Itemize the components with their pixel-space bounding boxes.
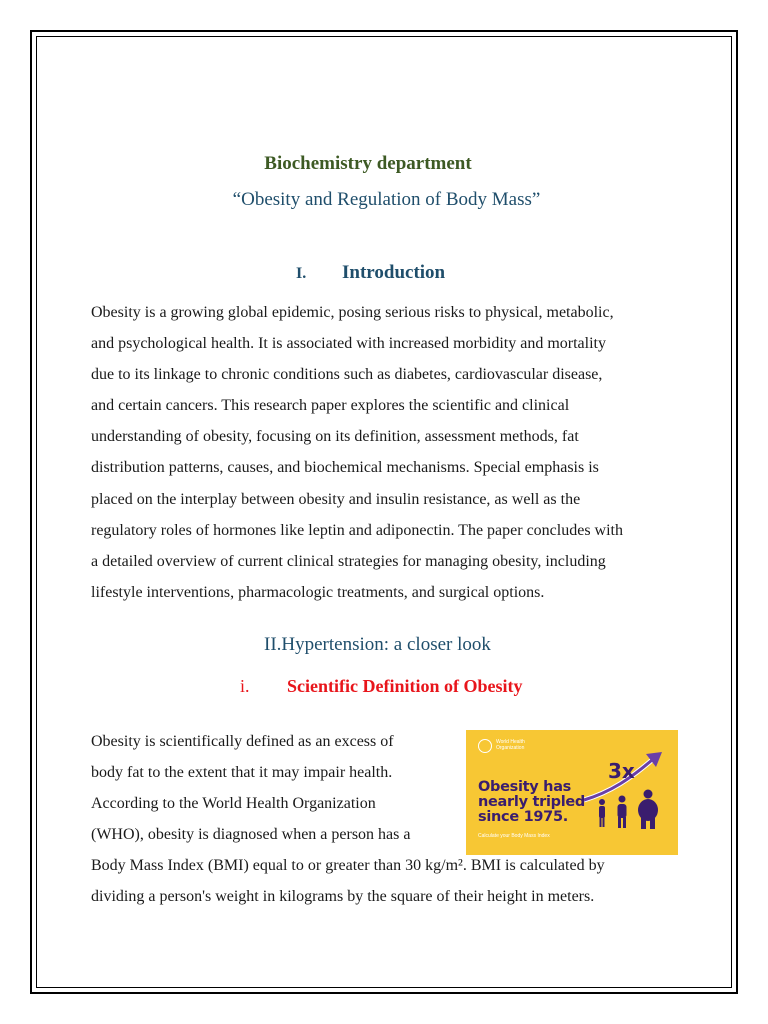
multiplier-label: 3x (608, 759, 635, 783)
paragraph-line: Body Mass Index (BMI) equal to or greater than 30 kg/m². BMI is calculated by (91, 857, 605, 875)
headline-line: since 1975. (478, 809, 568, 825)
subsection-title: Scientific Definition of Obesity (287, 676, 523, 696)
introduction-paragraph (91, 297, 677, 608)
paragraph-line: understanding of obesity, focusing on its definition, assessment methods, fat (91, 428, 579, 446)
department-heading: Biochemistry department (264, 153, 472, 174)
paragraph-line: regulatory roles of hormones like leptin and adiponectin. The paper concludes with (91, 521, 623, 539)
headline-line: nearly tripled (478, 794, 585, 810)
paragraph-line: due to its linkage to chronic conditions such as diabetes, cardiovascular disease, (91, 366, 603, 384)
paragraph-line: and certain cancers. This research paper explores the scientific and clinical (91, 397, 570, 415)
subsection-number: i. (240, 676, 250, 696)
paragraph-line: a detailed overview of current clinical strategies for managing obesity, including (91, 552, 606, 570)
infographic-headline (478, 780, 585, 825)
paragraph-line: lifestyle interventions, pharmacologic treatments, and surgical options. (91, 583, 545, 601)
who-wordmark-line: World Health (496, 739, 525, 745)
section-heading-introduction (296, 262, 445, 284)
obesity-infographic (466, 730, 678, 855)
paragraph-line: According to the World Health Organization (91, 795, 376, 813)
subsection-heading-definition (240, 676, 522, 697)
headline-line: Obesity has (478, 779, 572, 795)
paragraph-line: dividing a person's weight in kilograms by the square of their height in meters. (91, 888, 595, 906)
who-wordmark-line: Organization (496, 745, 525, 751)
paragraph-line: placed on the interplay between obesity and insulin resistance, as well as the (91, 490, 581, 508)
paper-title: “Obesity and Regulation of Body Mass” (232, 189, 541, 210)
section-number: I. (296, 265, 307, 282)
section-heading-hypertension: II.Hypertension: a closer look (264, 634, 491, 655)
section-title: Introduction (342, 262, 446, 283)
paragraph-line: and psychological health. It is associated with increased morbidity and mortality (91, 335, 606, 353)
paragraph-line: Obesity is scientifically defined as an excess of (91, 733, 394, 750)
infographic-caption: Calculate your Body Mass Index (478, 833, 550, 839)
paragraph-line: body fat to the extent that it may impair health. (91, 764, 393, 782)
people-icon (599, 790, 658, 830)
paragraph-line: (WHO), obesity is diagnosed when a person has a (91, 826, 411, 844)
paragraph-line: Obesity is a growing global epidemic, posing serious risks to physical, metabolic, (91, 304, 614, 321)
paragraph-line: distribution patterns, causes, and biochemical mechanisms. Special emphasis is (91, 459, 599, 477)
